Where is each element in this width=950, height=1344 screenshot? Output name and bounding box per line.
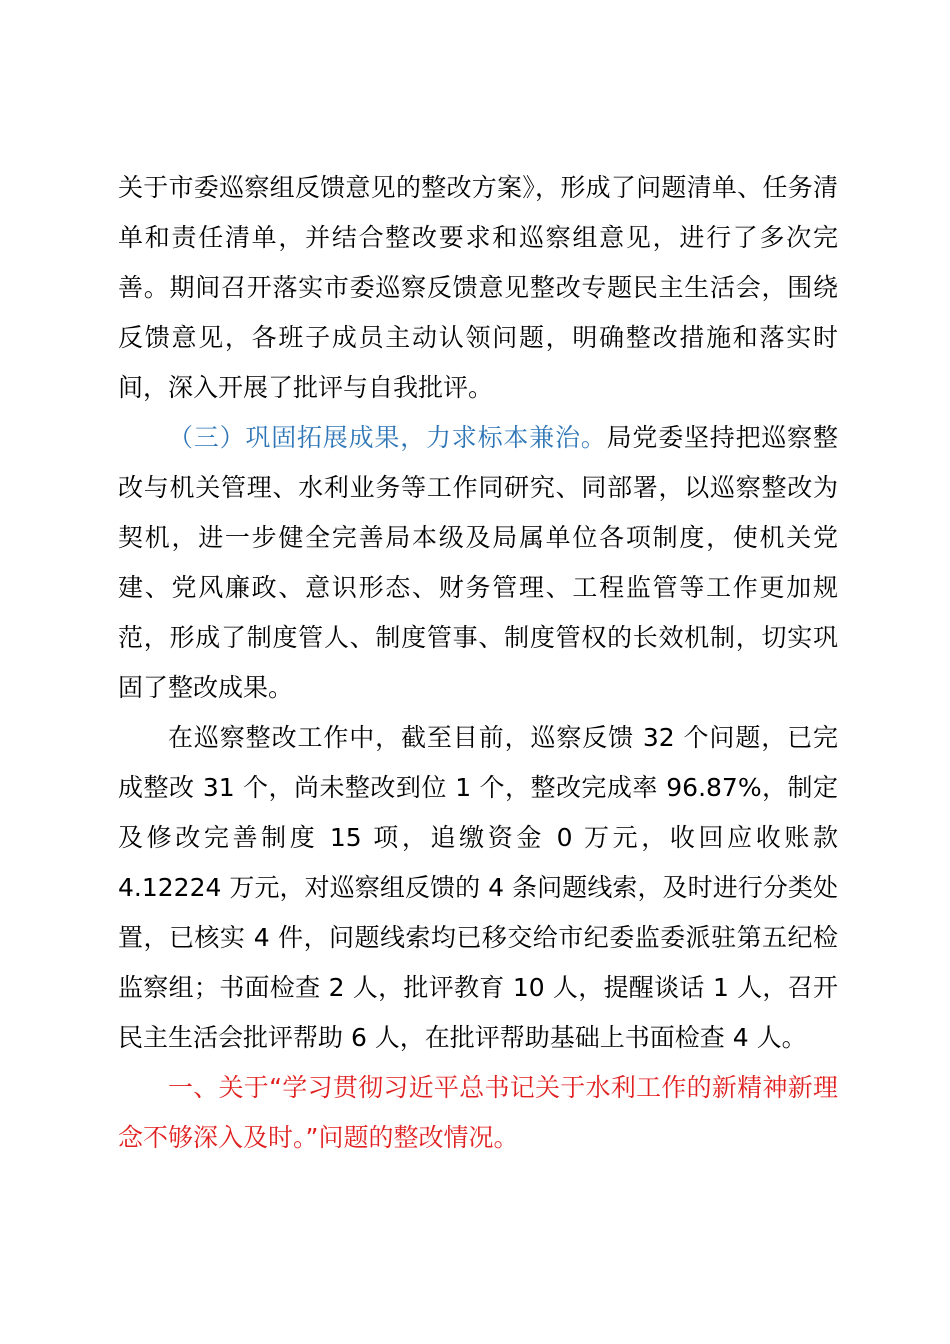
section-3-heading: （三）巩固拓展成果，力求标本兼治。 [168, 423, 607, 452]
issue-1-heading: 一、关于“学习贯彻习近平总书记关于水利工作的新精神新理念不够深入及时。”问题的整改情况。 [118, 1073, 838, 1152]
summary-paragraph: 在巡察整改工作中，截至目前，巡察反馈 32 个问题，已完成整改 31 个，尚未整改到位 1 个，整改完成率 96.87%，制定及修改完善制度 15 项，追缴资金 0 万元，收回应收账款 4.12224 万元，对巡察组反馈的 4 条问题线索，及时进行分类处置，已核实 4 件，问题线索均已移交给市纪委监委派驻第五纪检监察组；书面检查 2 人，批评教育 10 人，提醒谈话 1 人，召开民主生活会批评帮助 6 人，在批评帮助基础上书面检查 4 人。 [118, 723, 838, 1052]
section-3-body: 局党委坚持把巡察整改与机关管理、水利业务等工作同研究、同部署，以巡察整改为契机，进一步健全完善局本级及局属单位各项制度，使机关党建、党风廉政、意识形态、财务管理、工程监管等工作更加规范，形成了制度管人、制度管事、制度管权的长效机制，切实巩固了整改成果。 [118, 423, 838, 702]
section-3-paragraph [118, 413, 838, 713]
paragraph-continuation: 关于市委巡察组反馈意见的整改方案》，形成了问题清单、任务清单和责任清单，并结合整改要求和巡察组意见，进行了多次完善。期间召开落实市委巡察反馈意见整改专题民主生活会，围绕反馈意见，各班子成员主动认领问题，明确整改措施和落实时间，深入开展了批评与自我批评。 [118, 173, 838, 402]
document-body [118, 163, 838, 1163]
